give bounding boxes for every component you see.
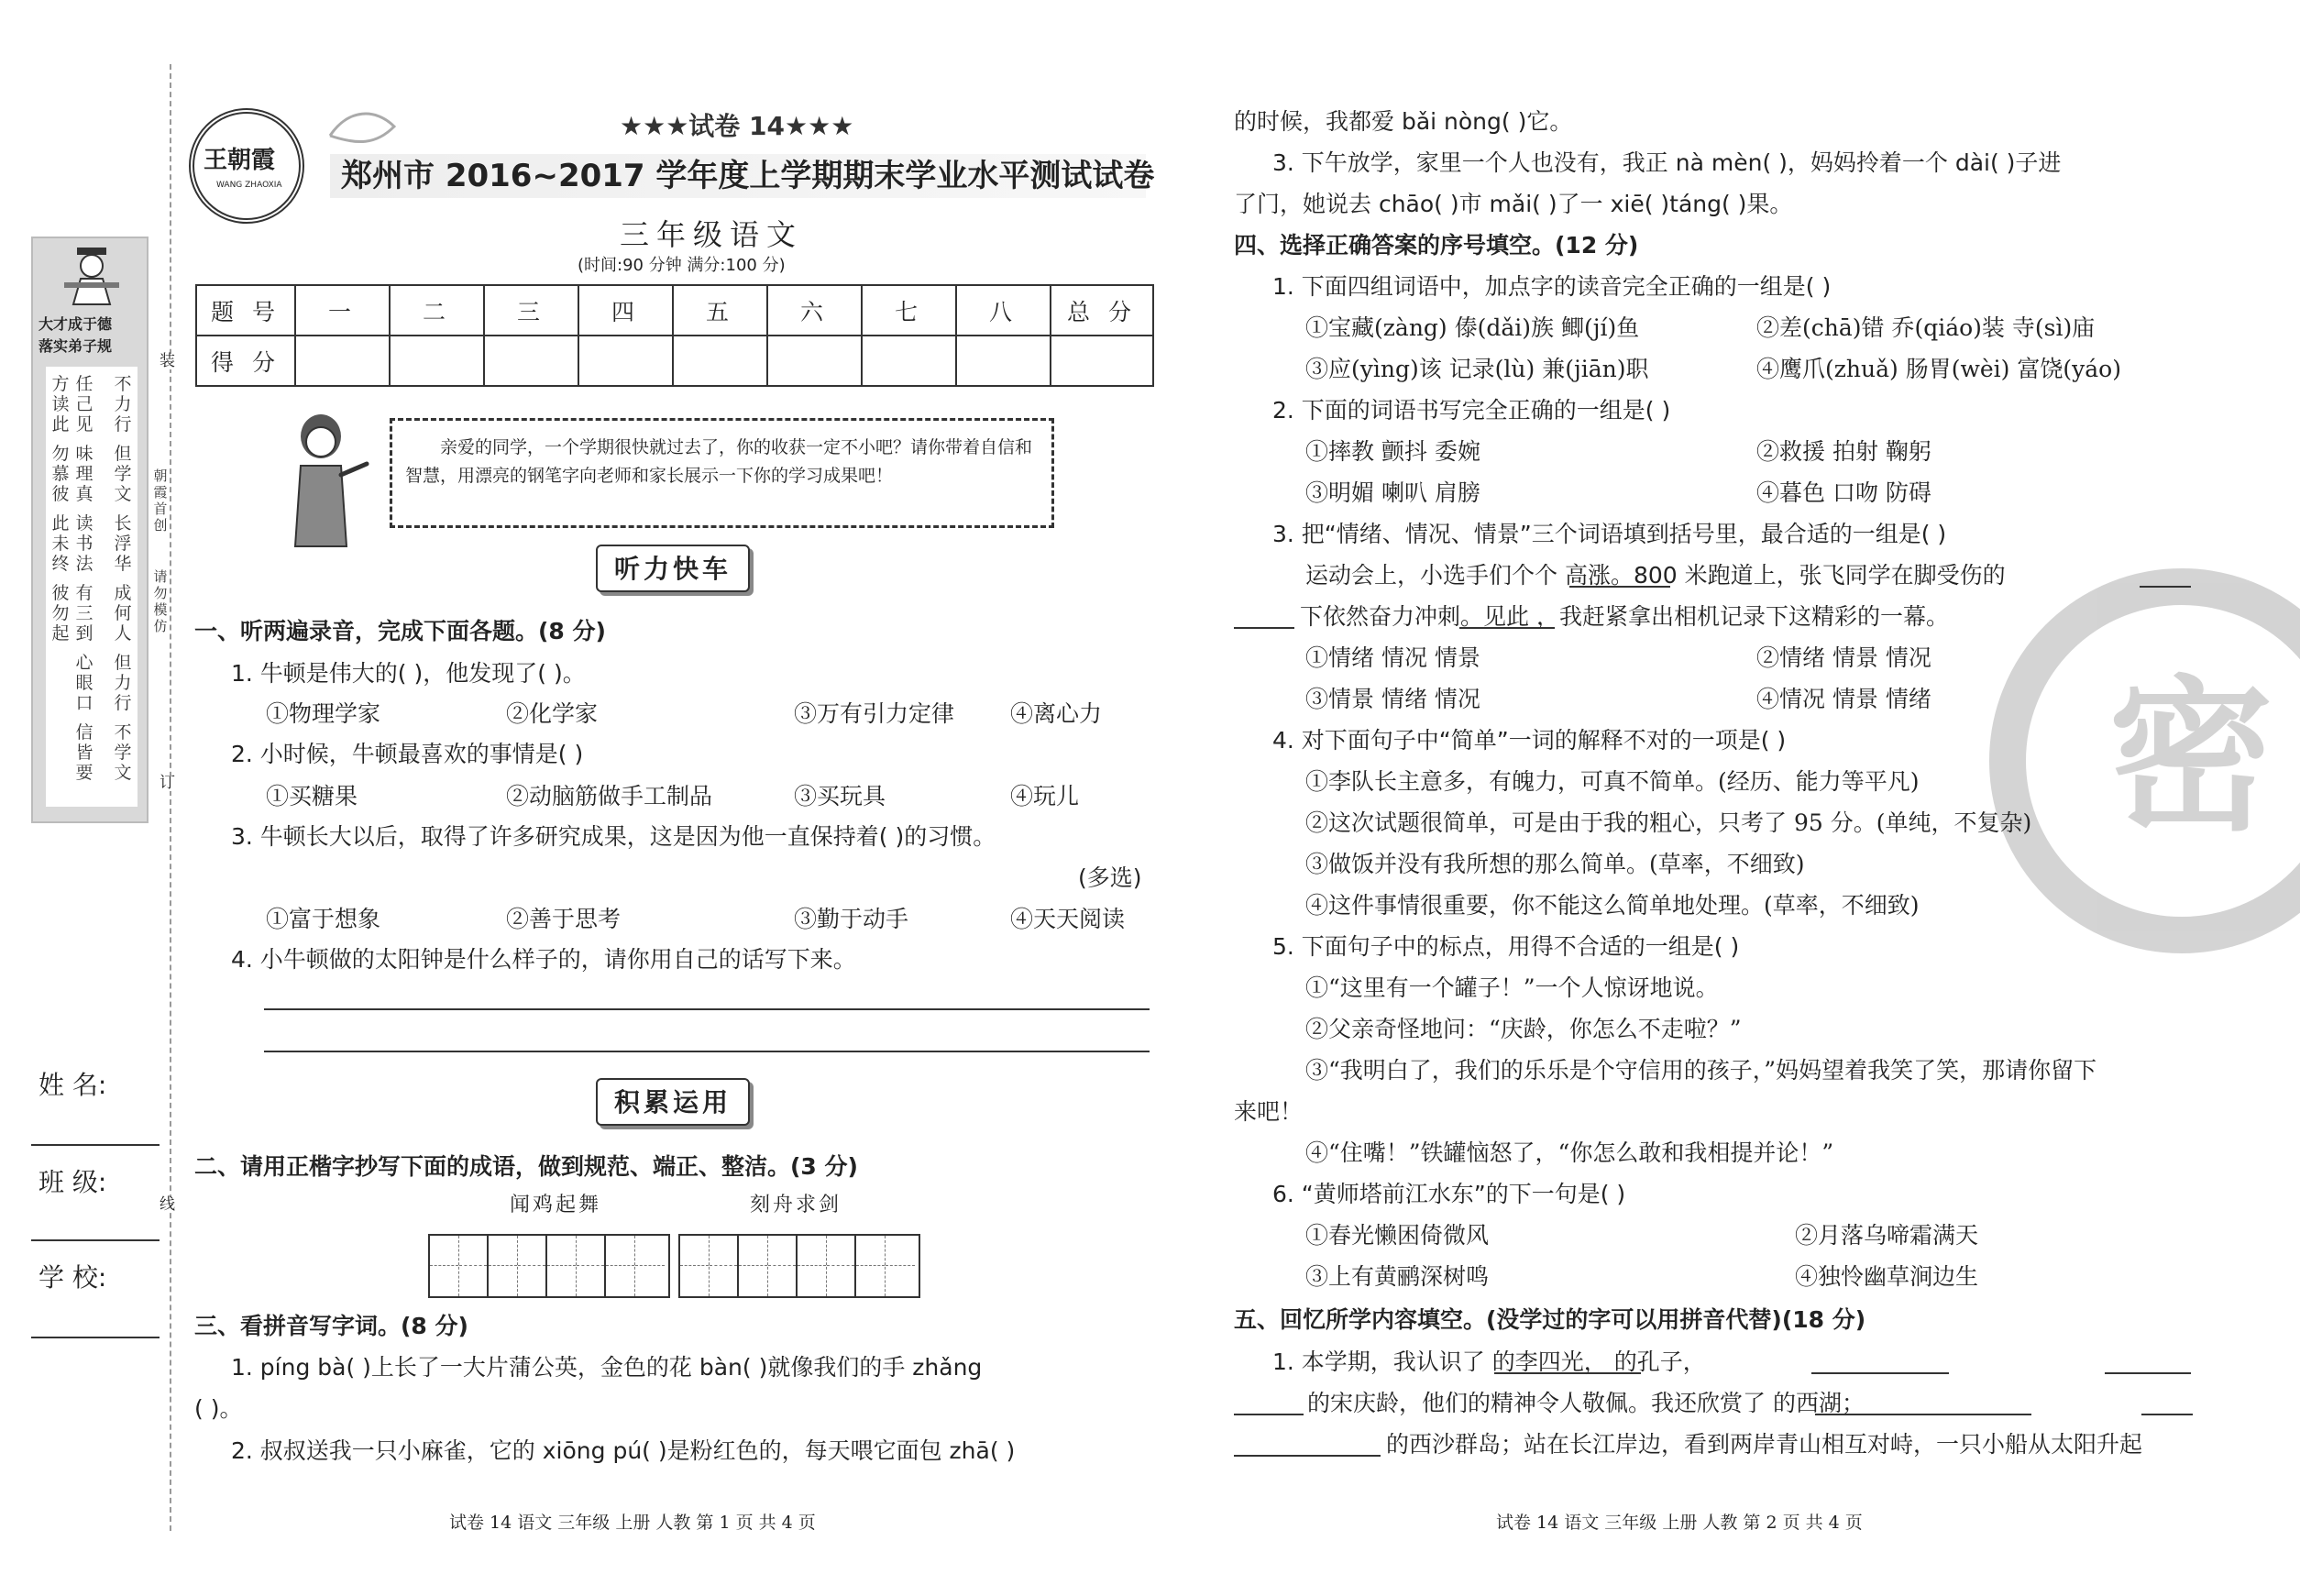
choice-q5-option: ②父亲奇怪地问：“庆龄，你怎么不走啦？” [1305, 1016, 1742, 1042]
motto-strip [31, 237, 149, 823]
score-cell[interactable] [862, 336, 956, 386]
choice-q1-option: ②差(chā)错 乔(qiáo)装 寺(sì)庙 [1756, 314, 2096, 341]
score-header-cell: 五 [673, 285, 767, 336]
q3-note: (多选) [1078, 864, 1142, 891]
blank-line[interactable] [1494, 1372, 1641, 1374]
blank-line[interactable] [2105, 1372, 2191, 1374]
r-line-3: 了门，她说去 chāo( )市 mǎi( )了一 xiē( )táng( )果。 [1234, 191, 1793, 217]
paper-tag: ★★★试卷 14★★★ [620, 111, 854, 141]
choice-q4-option: ③做饭并没有我所想的那么简单。(草率，不细致) [1305, 851, 1805, 877]
q1-option: ②化学家 [506, 700, 599, 727]
choice-q5-option: ①“这里有一个罐子！”一个人惊讶地说。 [1305, 974, 1719, 1001]
choice-q1: 1. 下面四组词语中，加点字的读音完全正确的一组是( ) [1272, 273, 1832, 300]
recall-line-2: 的宋庆龄，他们的精神令人敬佩。我还欣赏了 的西湖； [1307, 1390, 1865, 1416]
q2-option: ①买糖果 [266, 783, 358, 809]
score-label-cell: 得 分 [196, 336, 295, 386]
score-cell[interactable] [767, 336, 862, 386]
choice-q4: 4. 对下面句子中“简单”一词的解释不对的一项是( ) [1272, 727, 1787, 754]
motto-col: 任己见 [75, 374, 94, 435]
q1-option: ①物理学家 [266, 700, 381, 727]
logo-text: 王朝霞 [204, 147, 276, 174]
choice-q4-option: ①李队长主意多，有魄力，可真不简单。(经历、能力等平凡) [1305, 768, 1920, 795]
score-header-cell: 一 [295, 285, 390, 336]
margin-note-2: 请勿模仿 [153, 568, 168, 634]
choice-q1-option: ①宝藏(zàng) 傣(dǎi)族 鲫(jí)鱼 [1305, 314, 1640, 341]
section-3-title: 三、看拼音写字词。(8 分) [194, 1313, 468, 1339]
blank-line[interactable] [1459, 627, 1555, 629]
choice-q5-option-cont: 来吧！ [1234, 1098, 1304, 1125]
scholar-figure-icon [61, 244, 123, 306]
logo-sub: WANG ZHAOXIA [216, 181, 282, 190]
question-2: 2. 小时候，牛顿最喜欢的事情是( ) [231, 741, 584, 767]
choice-q3-line-2: 下依然奋力冲刺。见此 ，我赶紧拿出相机记录下这精彩的一幕。 [1300, 603, 1949, 630]
q3-option: ④天天阅读 [1010, 906, 1126, 932]
score-header-cell: 八 [956, 285, 1051, 336]
time-info: (时间:90 分钟 满分:100 分) [578, 256, 786, 275]
motto-col: 不学文 [114, 722, 132, 783]
cut-mark-3: 线 [160, 1195, 175, 1214]
banner-accumulation: 积累运用 [596, 1078, 750, 1126]
pinyin-q1: 1. píng bà( )上长了一大片蒲公英，金色的花 bàn( )就像我们的手 zhǎng [231, 1354, 983, 1381]
score-table [195, 284, 1154, 387]
motto-columns [46, 367, 138, 807]
footer-right: 试卷 14 语文 三年级 上册 人教 第 2 页 共 4 页 [1496, 1513, 1863, 1533]
q3-option: ①富于想象 [266, 906, 381, 932]
q3-option: ③勤于动手 [794, 906, 909, 932]
motto-col: 勿慕彼 [51, 444, 70, 504]
teacher-illustration-icon [282, 411, 374, 548]
score-cell[interactable] [484, 336, 578, 386]
cut-mark-1: 装 [160, 352, 175, 370]
recall-line-1: 1. 本学期，我认识了 的李四光， 的孔子， [1272, 1348, 1706, 1375]
motto-col: 信皆要 [75, 722, 94, 783]
choice-q3-option: ①情绪 情况 情景 [1305, 644, 1480, 671]
choice-q2-option: ③明媚 喇叭 肩膀 [1305, 479, 1480, 506]
choice-q3-option: ③情景 情绪 情况 [1305, 686, 1480, 712]
seal-char: 密 [2108, 660, 2274, 853]
motto-top: 大才成于德 [39, 315, 113, 333]
q1-option: ③万有引力定律 [794, 700, 955, 727]
name-label: 姓 名: [39, 1070, 107, 1100]
score-header-cell: 总 分 [1051, 285, 1153, 336]
writing-grid-1[interactable] [428, 1234, 670, 1298]
score-cell[interactable] [390, 336, 484, 386]
choice-q2-option: ④暮色 口吻 防碍 [1756, 479, 1931, 506]
choice-q5: 5. 下面句子中的标点，用得不合适的一组是( ) [1272, 933, 1740, 960]
motto-col: 有三到 [75, 583, 94, 644]
q1-option: ④离心力 [1010, 700, 1103, 727]
section-5-title: 五、回忆所学内容填空。(没学过的字可以用拼音代替)(18 分) [1234, 1306, 1866, 1333]
score-header-cell: 题 号 [196, 285, 295, 336]
score-cell[interactable] [578, 336, 673, 386]
score-cell[interactable] [1051, 336, 1153, 386]
idiom-2: 刻舟求剑 [750, 1194, 842, 1216]
blank-line[interactable] [1811, 1372, 1949, 1374]
school-label: 学 校: [39, 1262, 107, 1293]
score-value-row [196, 336, 1153, 386]
motto-col: 成何人 [114, 583, 132, 644]
brand-logo [189, 108, 304, 224]
confidential-seal [1989, 568, 2300, 953]
motto-col: 此未终 [51, 513, 70, 574]
school-field[interactable] [31, 1337, 160, 1338]
choice-q2-option: ②救援 拍射 鞠躬 [1756, 438, 1931, 465]
choice-q3: 3. 把“情绪、情况、情景”三个词语填到括号里，最合适的一组是( ) [1272, 521, 1947, 547]
blank-line[interactable] [2141, 1414, 2193, 1415]
choice-q4-option: ②这次试题很简单，可是由于我的粗心，只考了 95 分。(单纯，不复杂) [1305, 809, 2032, 836]
idiom-1: 闻鸡起舞 [510, 1194, 602, 1216]
choice-q5-option: ③“我明白了，我们的乐乐是个守信用的孩子，”妈妈望着我笑了笑，那请你留下 [1305, 1057, 2097, 1084]
score-cell[interactable] [295, 336, 390, 386]
q2-option: ②动脑筋做手工制品 [506, 783, 713, 809]
choice-q3-line-1: 运动会上，小选手们个个 高涨。800 米跑道上，张飞同学在脚受伤的 [1305, 562, 2006, 589]
q2-option: ③买玩具 [794, 783, 886, 809]
score-header-cell: 三 [484, 285, 578, 336]
motto-col: 但力行 [114, 653, 132, 713]
choice-q3-option: ④情况 情景 情绪 [1756, 686, 1931, 712]
answer-line[interactable] [264, 1051, 1150, 1052]
motto-col: 彼勿起 [51, 583, 70, 644]
motto-col: 读书法 [75, 513, 94, 574]
motto-col: 方读此 [51, 374, 70, 435]
score-header-cell: 七 [862, 285, 956, 336]
blank-line[interactable] [1234, 1414, 1304, 1415]
q2-option: ④玩儿 [1010, 783, 1080, 809]
footer-left: 试卷 14 语文 三年级 上册 人教 第 1 页 共 4 页 [449, 1513, 816, 1533]
blank-line[interactable] [1234, 1455, 1381, 1457]
r-line-1: 的时候，我都爱 bǎi nòng( )它。 [1234, 108, 1573, 135]
section-4-title: 四、选择正确答案的序号填空。(12 分) [1234, 232, 1639, 259]
banner-listening: 听力快车 [596, 545, 750, 592]
r-line-2: 3. 下午放学，家里一个人也没有，我正 nà mèn( )，妈妈拎着一个 dài( )子进 [1272, 149, 2062, 176]
choice-q3-option: ②情绪 情景 情况 [1756, 644, 1931, 671]
choice-q2-option: ①摔教 颤抖 委婉 [1305, 438, 1480, 465]
binding-cut-line [170, 64, 171, 1531]
class-label: 班 级: [39, 1167, 107, 1197]
motto-col: 味理真 [75, 444, 94, 504]
score-header-cell: 四 [578, 285, 673, 336]
motto-bottom: 落实弟子规 [39, 337, 113, 355]
pinyin-q2: 2. 叔叔送我一只小麻雀，它的 xiōng pú( )是粉红色的，每天喂它面包 zhā( ) [231, 1437, 1016, 1464]
motto-col: 长浮华 [114, 513, 132, 574]
choice-q4-option: ④这件事情很重要，你不能这么简单地处理。(草率，不细致) [1305, 892, 1920, 919]
blank-line[interactable] [2140, 586, 2191, 588]
name-field[interactable] [31, 1144, 160, 1146]
score-header-cell: 六 [767, 285, 862, 336]
section-2-title: 二、请用正楷字抄写下面的成语，做到规范、端正、整洁。(3 分) [194, 1153, 858, 1180]
question-4: 4. 小牛顿做的太阳钟是什么样子的，请你用自己的话写下来。 [231, 946, 856, 973]
recall-line-3: 的西沙群岛；站在长江岸边，看到两岸青山相互对峙，一只小船从太阳升起 [1386, 1431, 2143, 1458]
blank-line[interactable] [1234, 627, 1294, 629]
q3-option: ②善于思考 [506, 906, 622, 932]
cut-mark-2: 订 [160, 774, 175, 792]
choice-q1-option: ④鹰爪(zhuǎ) 肠胃(wèi) 富饶(yáo) [1756, 356, 2121, 382]
score-header-row [196, 285, 1153, 336]
pinyin-q1-cont: ( )。 [194, 1395, 243, 1422]
blank-line[interactable] [1815, 1414, 2031, 1415]
choice-q6-option: ④独怜幽草涧边生 [1795, 1263, 1979, 1290]
blank-line[interactable] [1569, 586, 1670, 588]
choice-q6-option: ③上有黄鹂深树鸣 [1305, 1263, 1490, 1290]
margin-note-1: 朝霞首创 [153, 468, 168, 534]
section-1-title: 一、听两遍录音，完成下面各题。(8 分) [194, 618, 606, 644]
greeting-note [390, 418, 1054, 528]
greeting-text: 亲爱的同学，一个学期很快就过去了，你的收获一定不小吧？请你带着自信和智慧，用漂亮的钢笔字向老师和家长展示一下你的学习成果吧！ [405, 437, 1033, 486]
choice-q2: 2. 下面的词语书写完全正确的一组是( ) [1272, 397, 1671, 424]
question-3: 3. 牛顿长大以后，取得了许多研究成果，这是因为他一直保持着( )的习惯。 [231, 823, 996, 850]
motto-col: 心眼口 [75, 653, 94, 713]
choice-q5-option: ④“住嘴！”铁罐恼怒了，“你怎么敢和我相提并论！” [1305, 1139, 1834, 1166]
writing-grid-2[interactable] [678, 1234, 920, 1298]
choice-q6-option: ②月落乌啼霜满天 [1795, 1222, 1979, 1249]
score-cell[interactable] [673, 336, 767, 386]
exam-title: 郑州市 2016~2017 学年度上学期期末学业水平测试试卷 [341, 158, 1155, 194]
choice-q1-option: ③应(yìng)该 记录(lù) 兼(jiān)职 [1305, 356, 1649, 382]
class-field[interactable] [31, 1239, 160, 1241]
score-header-cell: 二 [390, 285, 484, 336]
choice-q6-option: ①春光懒困倚微风 [1305, 1222, 1490, 1249]
subject-title: 三年级语文 [620, 217, 804, 252]
motto-col: 但学文 [114, 444, 132, 504]
score-cell[interactable] [956, 336, 1051, 386]
answer-line[interactable] [264, 1008, 1150, 1010]
motto-col: 不力行 [114, 374, 132, 435]
question-1: 1. 牛顿是伟大的( )，他发现了( )。 [231, 660, 586, 687]
choice-q6: 6. “黄师塔前江水东”的下一句是( ) [1272, 1181, 1626, 1207]
